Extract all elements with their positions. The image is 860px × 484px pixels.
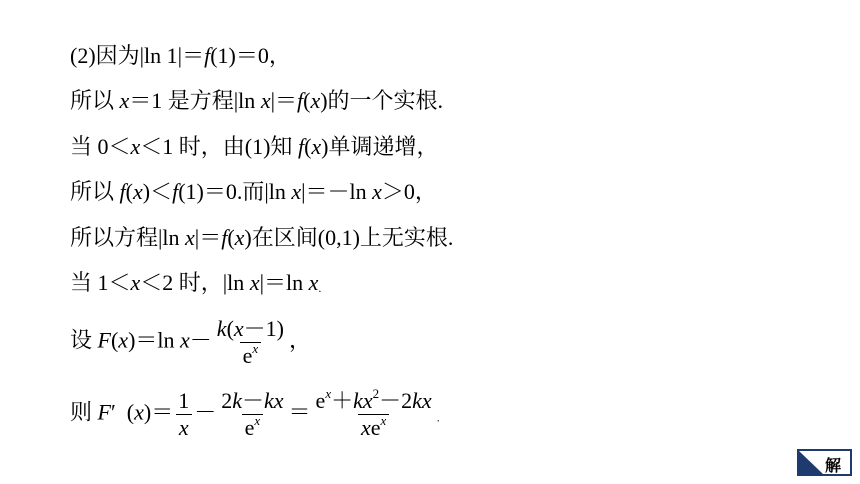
fraction-k-over-ex xyxy=(214,316,287,369)
fraction-denominator: $e^x$ xyxy=(242,414,264,441)
corner-triangle-icon xyxy=(799,451,823,474)
solution-line-4: 所以 f(x)＜f(1)＝0.而|ln x|＝－ln x＞0， xyxy=(70,179,437,204)
fraction-2k-kx-over-ex xyxy=(218,388,286,441)
fraction-denominator: $xe^x$ xyxy=(358,414,389,441)
solution-line-3: 当 0＜x＜1 时，由(1)知 f(x)单调递增， xyxy=(70,134,439,159)
solution-line-5: 所以方程|ln x|＝f(x)在区间(0,1)上无实根. xyxy=(70,225,454,250)
fraction-result xyxy=(313,388,435,441)
solution-line-2: 所以 x＝1 是方程|ln x|＝f(x)的一个实根. xyxy=(70,88,444,113)
fraction-one-over-x: $\frac{1}{x}$ xyxy=(175,388,192,441)
fraction-numerator: 2k－kx xyxy=(221,388,284,413)
solve-button[interactable] xyxy=(797,449,852,476)
fraction-numerator: k(x－1) xyxy=(216,316,284,341)
fraction-numerator: $e^x+kx^2-2kx$ xyxy=(315,386,432,413)
solution-line-6: 当 1＜x＜2 时，|ln x|＝ln x. xyxy=(70,270,322,295)
solution-line-7-definition: 设 F(x)＝ln x－ $\frac{k(x-1)}{e^x}$ ， xyxy=(70,316,311,368)
solution-line-8-derivative: 则 F′ (x)＝ $\frac{1}{x}$ － $\frac{2k-kx}{e^x}$ ＝ $\frac{e^x+kx^2-2kx}{xe^x}$ . xyxy=(70,386,440,440)
solution-line-1: (2)因为|ln 1|＝f(1)＝0， xyxy=(70,43,291,68)
fraction-denominator: $e^x$ xyxy=(240,342,262,369)
solve-button-label: 解 xyxy=(824,456,841,475)
